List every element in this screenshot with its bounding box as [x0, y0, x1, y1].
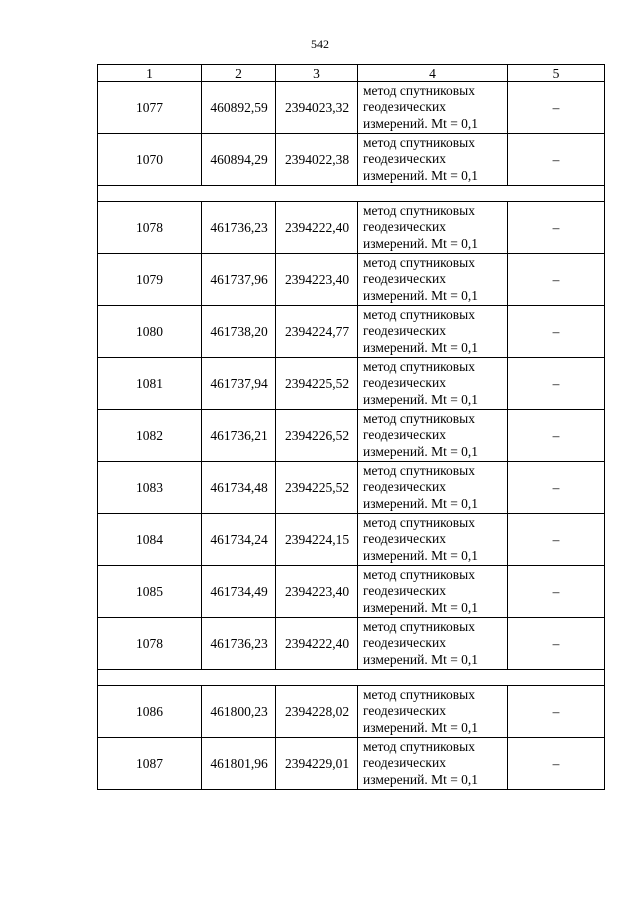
method-text-line: измерений. Mt = 0,1	[363, 391, 479, 407]
method-text-line: геодезических	[363, 219, 446, 235]
method-text-line: метод спутниковых	[363, 514, 475, 530]
method-text-line: метод спутниковых	[363, 306, 475, 322]
column-header: 1	[98, 65, 202, 82]
point-number-cell: 1086	[98, 686, 202, 738]
method-text-line: геодезических	[363, 531, 446, 547]
method-cell	[358, 618, 508, 670]
point-number-cell: 1078	[98, 202, 202, 254]
method-text-line: метод спутниковых	[363, 82, 475, 98]
method-text-line: измерений. Mt = 0,1	[363, 651, 479, 667]
method-text-line: измерений. Mt = 0,1	[363, 495, 479, 511]
method-text-line: геодезических	[363, 755, 446, 771]
method-text-line: геодезических	[363, 635, 446, 651]
y-coordinate-cell: 2394222,40	[276, 618, 358, 670]
note-cell: –	[508, 134, 605, 186]
method-text-line: измерений. Mt = 0,1	[363, 339, 479, 355]
method-text-line: метод спутниковых	[363, 134, 475, 150]
method-cell	[358, 738, 508, 790]
method-text-line: измерений. Mt = 0,1	[363, 599, 479, 615]
x-coordinate-cell: 461736,21	[202, 410, 276, 462]
x-coordinate-cell: 460894,29	[202, 134, 276, 186]
method-cell	[358, 134, 508, 186]
note-cell: –	[508, 306, 605, 358]
y-coordinate-cell: 2394225,52	[276, 358, 358, 410]
group-separator-row	[98, 670, 605, 686]
method-text-line: геодезических	[363, 271, 446, 287]
x-coordinate-cell: 461734,48	[202, 462, 276, 514]
table-row	[98, 686, 605, 738]
method-cell	[358, 358, 508, 410]
table-row	[98, 82, 605, 134]
x-coordinate-cell: 461737,94	[202, 358, 276, 410]
method-text-line: геодезических	[363, 375, 446, 391]
point-number-cell: 1078	[98, 618, 202, 670]
note-cell: –	[508, 462, 605, 514]
method-cell	[358, 202, 508, 254]
method-text-line: геодезических	[363, 583, 446, 599]
x-coordinate-cell: 461734,49	[202, 566, 276, 618]
y-coordinate-cell: 2394223,40	[276, 254, 358, 306]
x-coordinate-cell: 461801,96	[202, 738, 276, 790]
method-text-line: метод спутниковых	[363, 462, 475, 478]
point-number-cell: 1080	[98, 306, 202, 358]
method-cell	[358, 686, 508, 738]
column-header: 5	[508, 65, 605, 82]
point-number-cell: 1079	[98, 254, 202, 306]
method-cell	[358, 306, 508, 358]
table-row	[98, 514, 605, 566]
x-coordinate-cell: 461800,23	[202, 686, 276, 738]
method-cell	[358, 254, 508, 306]
group-separator-row	[98, 186, 605, 202]
note-cell: –	[508, 618, 605, 670]
x-coordinate-cell: 461737,96	[202, 254, 276, 306]
group-separator-cell	[98, 670, 605, 686]
point-number-cell: 1070	[98, 134, 202, 186]
method-text-line: измерений. Mt = 0,1	[363, 547, 479, 563]
method-text-line: метод спутниковых	[363, 738, 475, 754]
y-coordinate-cell: 2394226,52	[276, 410, 358, 462]
table-row	[98, 618, 605, 670]
page-number: 542	[311, 37, 329, 51]
y-coordinate-cell: 2394225,52	[276, 462, 358, 514]
method-text-line: метод спутниковых	[363, 686, 475, 702]
method-cell	[358, 462, 508, 514]
column-header: 2	[202, 65, 276, 82]
method-text-line: измерений. Mt = 0,1	[363, 287, 479, 303]
table-row	[98, 358, 605, 410]
method-text-line: измерений. Mt = 0,1	[363, 167, 479, 183]
note-cell: –	[508, 254, 605, 306]
method-cell	[358, 410, 508, 462]
table-row	[98, 462, 605, 514]
method-text-line: геодезических	[363, 479, 446, 495]
y-coordinate-cell: 2394229,01	[276, 738, 358, 790]
table-body	[98, 82, 605, 790]
point-number-cell: 1084	[98, 514, 202, 566]
method-text-line: геодезических	[363, 703, 446, 719]
method-text-line: метод спутниковых	[363, 358, 475, 374]
method-text-line: измерений. Mt = 0,1	[363, 115, 479, 131]
method-text-line: метод спутниковых	[363, 202, 475, 218]
table-row	[98, 134, 605, 186]
method-text-line: метод спутниковых	[363, 566, 475, 582]
note-cell: –	[508, 738, 605, 790]
method-text-line: геодезических	[363, 151, 446, 167]
x-coordinate-cell: 461734,24	[202, 514, 276, 566]
method-text-line: измерений. Mt = 0,1	[363, 771, 479, 787]
method-text-line: метод спутниковых	[363, 410, 475, 426]
point-number-cell: 1083	[98, 462, 202, 514]
point-number-cell: 1081	[98, 358, 202, 410]
method-text-line: геодезических	[363, 323, 446, 339]
table-row	[98, 254, 605, 306]
x-coordinate-cell: 460892,59	[202, 82, 276, 134]
x-coordinate-cell: 461736,23	[202, 202, 276, 254]
x-coordinate-cell: 461736,23	[202, 618, 276, 670]
y-coordinate-cell: 2394223,40	[276, 566, 358, 618]
y-coordinate-cell: 2394224,77	[276, 306, 358, 358]
method-text-line: метод спутниковых	[363, 618, 475, 634]
note-cell: –	[508, 202, 605, 254]
column-header: 4	[358, 65, 508, 82]
method-text-line: геодезических	[363, 99, 446, 115]
table-row	[98, 202, 605, 254]
point-number-cell: 1082	[98, 410, 202, 462]
method-cell	[358, 82, 508, 134]
y-coordinate-cell: 2394222,40	[276, 202, 358, 254]
note-cell: –	[508, 410, 605, 462]
y-coordinate-cell: 2394228,02	[276, 686, 358, 738]
table-row	[98, 306, 605, 358]
method-text-line: метод спутниковых	[363, 254, 475, 270]
column-header: 3	[276, 65, 358, 82]
y-coordinate-cell: 2394224,15	[276, 514, 358, 566]
note-cell: –	[508, 82, 605, 134]
note-cell: –	[508, 566, 605, 618]
method-text-line: измерений. Mt = 0,1	[363, 443, 479, 459]
method-text-line: измерений. Mt = 0,1	[363, 719, 479, 735]
note-cell: –	[508, 686, 605, 738]
method-cell	[358, 566, 508, 618]
y-coordinate-cell: 2394023,32	[276, 82, 358, 134]
note-cell: –	[508, 514, 605, 566]
point-number-cell: 1087	[98, 738, 202, 790]
coordinates-table	[97, 64, 605, 790]
y-coordinate-cell: 2394022,38	[276, 134, 358, 186]
point-number-cell: 1085	[98, 566, 202, 618]
x-coordinate-cell: 461738,20	[202, 306, 276, 358]
method-cell	[358, 514, 508, 566]
table-row	[98, 738, 605, 790]
table-row	[98, 410, 605, 462]
table-row	[98, 566, 605, 618]
group-separator-cell	[98, 186, 605, 202]
point-number-cell: 1077	[98, 82, 202, 134]
note-cell: –	[508, 358, 605, 410]
table-header-row	[98, 65, 605, 82]
method-text-line: измерений. Mt = 0,1	[363, 235, 479, 251]
method-text-line: геодезических	[363, 427, 446, 443]
